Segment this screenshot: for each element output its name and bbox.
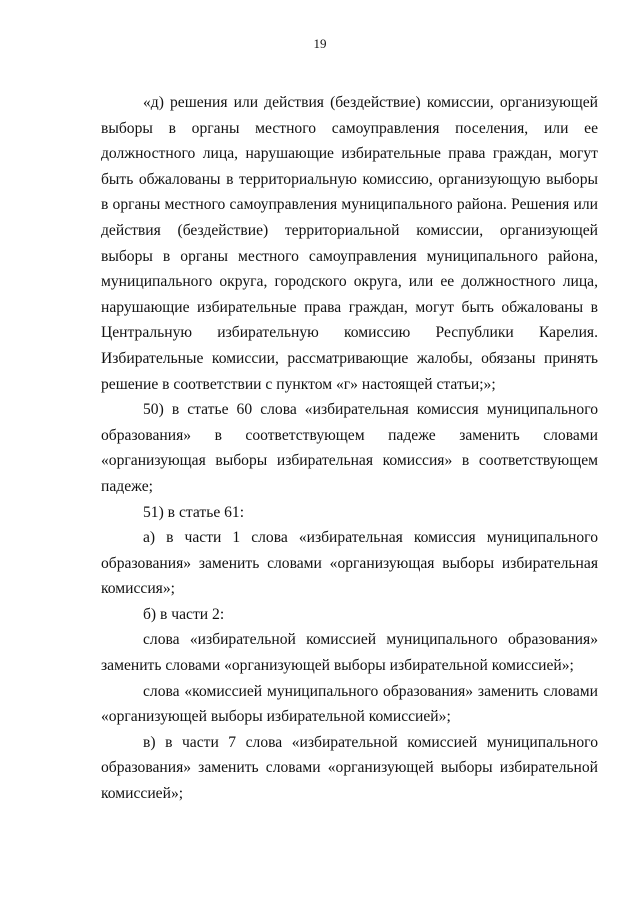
page-number: 19 xyxy=(313,36,327,51)
paragraph-item-50: 50) в статье 60 слова «избирательная комиссия муниципального образования» в соответствующем падеже заменить словами «организующая выборы избирательная комиссия» в соответствующем падеже; xyxy=(101,401,598,495)
paragraph-subitem-a: а) в части 1 слова «избирательная комиссия муниципального образования» заменить словами «организующая выборы избирательная комиссия»; xyxy=(101,529,598,598)
document-body xyxy=(101,90,598,807)
paragraph-subitem-b: б) в части 2: xyxy=(143,605,225,623)
paragraph-replace-2: слова «комиссией муниципального образования» заменить словами «организующей выборы избирательной комиссией»; xyxy=(101,682,598,726)
paragraph-subitem-v: в) в части 7 слова «избирательной комиссией муниципального образования» заменить словами «организующей выборы избирательной комиссией»; xyxy=(101,733,598,803)
paragraph-appeal-procedure: «д) решения или действия (бездействие) комиссии, организующей выборы в органы местного самоуправления поселения, или ее должностного лица, нарушающие избирательные права граждан, могут быть обжалованы в территориальную комиссию, организующую выборы в органы местного самоуправления муниципального района. Решения или действия (бездействие) территориальной комиссии, организующей выборы в органы местного самоуправления муниципального района, муниципального округа, городского округа, или ее должностного лица, нарушающие избирательные права граждан, могут быть обжалованы в Центральную избирательную комиссию Республики Карелия. Избирательные комиссии, рассматривающие жалобы, обязаны принять решение в соответствии с пунктом «г» настоящей статьи;»; xyxy=(101,94,598,393)
paragraph-item-51: 51) в статье 61: xyxy=(143,503,245,521)
paragraph-replace-1: слова «избирательной комиссией муниципального образования» заменить словами «организующей выборы избирательной комиссией»; xyxy=(101,631,598,675)
